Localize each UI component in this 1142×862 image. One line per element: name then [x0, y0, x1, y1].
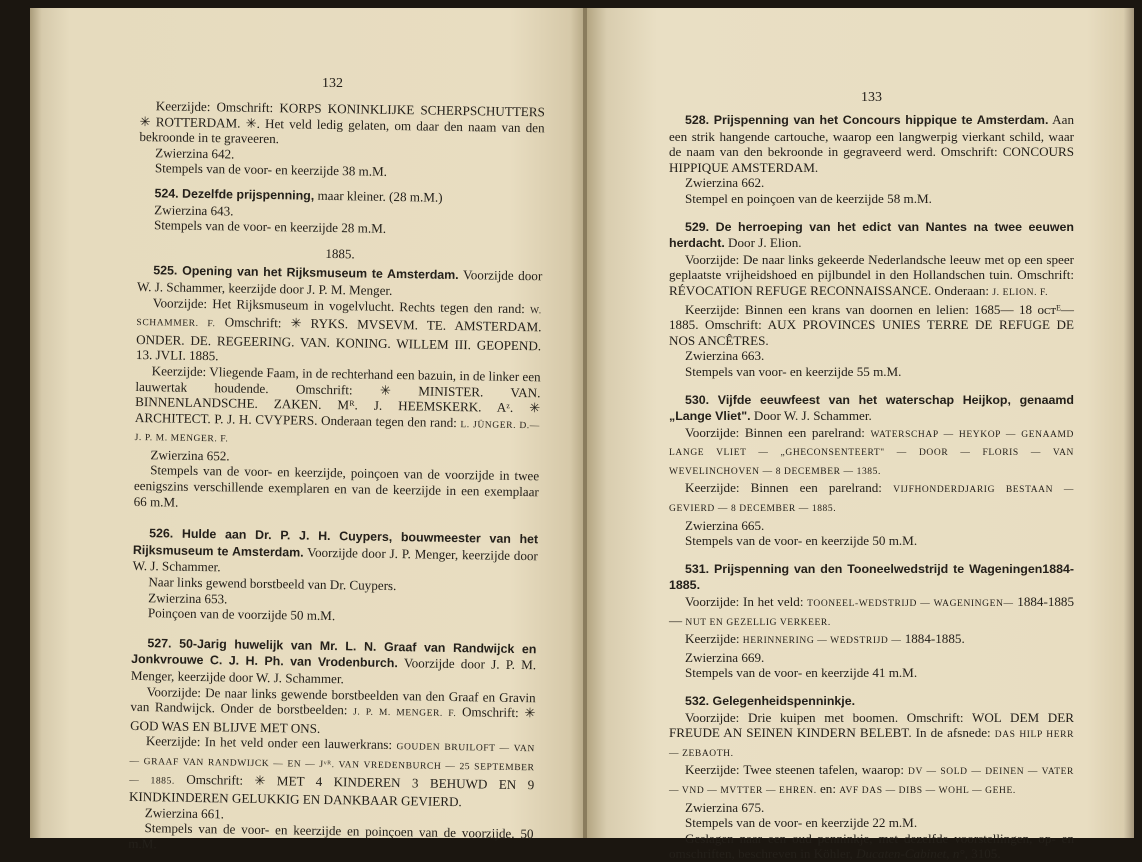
right-page-text: [669, 112, 1074, 862]
entry-intro: Voorzijde door J. P. M. Menger, keerzijde door W. J. Schammer.: [130, 655, 537, 687]
text-line: Stempels van voor- en keerzijde 55 m.M.: [685, 363, 902, 379]
entry-intro: Aan een strik hangende cartouche, waarop een langwerpig vierkant schild, waar de naam van den bekroonde in gegraveerd werd. Omschrift: CONCOURS HIPPIQUE AMSTERDAM.: [669, 112, 1074, 175]
text-line: Zwierzina 669.: [685, 649, 765, 665]
entry-531: [669, 561, 1074, 681]
left-page-edge: [30, 8, 42, 838]
text-run: Voorzijde: Binnen een parelrand:: [685, 424, 871, 440]
right-page: [587, 8, 1134, 862]
entry-intro: Voorzijde door J. P. Menger, keerzijde door W. J. Schammer.: [132, 544, 538, 575]
smallcaps-run: WATERSCHAP — HEYKOP — GENAAMD LANGE VLIET — „GHECONSENTEERT" — DOOR — FLORIS — VAN WEVELINCHOVEN — 8 DECEMBER — 1385.: [669, 429, 1074, 477]
text-line: Zwierzina 652.: [150, 447, 230, 464]
text-line: Stempels van de voor- en keerzijde, poinçoen van de voorzijde in twee eenigszins verschillende exemplaren en van de keerzijde in een exemplaar 66 m.M.: [133, 462, 540, 510]
text-run: Voorzijde: De naar links gekeerde Nederlandsche leeuw met op een speer geplaatste vrijheidshoed en pijlbundel in den Hollandschen tuin. Omschrift: RÉVOCATION REFUGE RECONNAISSANCE. Onderaan:: [669, 251, 1074, 298]
text-run: Omschrift: ✳ RYKS. MVSEVM. TE. AMSTERDAM. ONDER. DE. REGEERING. VAN. KONING. WILLEM III. GEOPEND. 13. JVLI. 1885.: [135, 314, 542, 364]
text-run: 1884-1885 —: [669, 594, 1075, 628]
entry-528: [669, 112, 1074, 207]
text-line: Stempels van de voor- en keerzijde 41 m.M.: [685, 665, 918, 681]
entry-title: 532. Gelegenheidspenninkje.: [685, 694, 856, 708]
text-line: Zwierzina 661.: [144, 804, 225, 822]
entry-524: [138, 185, 544, 239]
entry-529: [669, 219, 1074, 380]
smallcaps-run: NUT EN GEZELLIG VERKEER.: [685, 617, 831, 628]
text-run: Voorzijde: In het veld:: [685, 594, 808, 610]
entry-title: 525. Opening van het Rijksmuseum te Amsterdam.: [153, 263, 459, 283]
text-line: Zwierzina 653.: [148, 589, 228, 607]
text-line: Naar links gewend borstbeeld van Dr. Cuypers.: [148, 574, 397, 594]
entry-intro: Door W. J. Schammer.: [750, 408, 872, 424]
text-line: Zwierzina 642.: [155, 145, 235, 162]
text-line: Keerzijde: Binnen een krans van doornen en lelien: 1685— 18 ᴏᴄᴛᴱ— 1885. Omschrift: AUX PROVINCES UNIES TERRE DE REFUGE DE NOS ANCÊTRES.: [669, 301, 1074, 348]
text-line: Zwierzina 662.: [685, 175, 765, 191]
smallcaps-run: TOONEEL-WEDSTRIJD — WAGENINGEN—: [807, 599, 1014, 610]
entry-intro: maar kleiner. (28 m.M.): [314, 187, 443, 205]
text-run: Voorzijde: Drie kuipen met boomen. Omschrift: WOL DEM DER FREUDE AN SEINEN KINDERN BELEBT. In de afsnede:: [669, 709, 1074, 741]
smallcaps-run: DV — SOLD — DEINEN — VATER — VND — MVTTER — EHREN.: [669, 767, 1074, 796]
entry-530: [669, 392, 1074, 549]
text-run: 3105.: [967, 846, 1001, 862]
text-line: Zwierzina 665.: [685, 517, 765, 533]
year-heading: 1885.: [325, 245, 355, 262]
entry-532: [669, 693, 1074, 862]
left-page-text: [128, 98, 545, 858]
smallcaps-run: GOUDEN BRUILOFT — VAN — GRAAF VAN RANDWIJCK — EN — Jᵛᴿ. VAN VREDENBURCH — 25 SEPTEMBER — 1885.: [129, 742, 535, 787]
text-line: Zwierzina 643.: [154, 201, 234, 219]
smallcaps-run: J. P. M. MENGER. F.: [353, 707, 457, 720]
text-run: Voorzijde: Het Rijksmuseum in vogelvlucht. Rechts tegen den rand:: [152, 294, 531, 316]
text-run: Keerzijde: Binnen een parelrand:: [685, 480, 894, 496]
entry-526: [132, 525, 538, 627]
smallcaps-run: HERINNERING — WEDSTRIJD —: [742, 636, 902, 647]
entry-title: 526. Hulde aan Dr. P. J. H. Cuypers, bouwmeester van het Rijksmuseum te Amsterdam.: [132, 526, 539, 560]
right-page-edge: [1124, 8, 1134, 838]
page-number-left: 132: [322, 76, 343, 91]
text-line: Stempels van de voor- en keerzijde 50 m.M.: [685, 533, 918, 549]
entry-title: 529. De herroeping van het edict van Nantes na twee eeuwen herdacht.: [669, 219, 1074, 251]
page-number-right: 133: [861, 90, 882, 105]
entry-title: 528. Prijspenning van het Concours hippique te Amsterdam.: [685, 113, 1049, 127]
entry-title: 527. 50-Jarig huwelijk van Mr. L. N. Graaf van Randwijck en Jonkvrouwe C. J. H. Ph. van Vrodenburch.: [131, 635, 537, 671]
text-run: en:: [816, 780, 840, 796]
text-line: Stempels van de voor- en keerzijde 38 m.M.: [154, 160, 388, 180]
entry-title: 531. Prijspenning van den Tooneelwedstrijd te Wageningen1884-1885.: [669, 561, 1074, 593]
entry-intro: Door J. Elion.: [724, 235, 802, 251]
text-line: Keerzijde: Omschrift: KORPS KONINKLIJKE SCHERPSCHUTTERS ✳ ROTTERDAM. ✳. Het veld ledig gelaten, om daar den naam van den bekroonde in te graveeren.: [139, 98, 545, 147]
text-line: Stempel en poinçoen van de keerzijde 58 m.M.: [685, 190, 932, 206]
left-page: [30, 8, 585, 852]
entry-intro: Voorzijde door W. J. Schammer, keerzijde door J. P. M. Menger.: [136, 267, 543, 298]
smallcaps-run: DAS HILP HERR — ZEBAOTH.: [669, 730, 1074, 759]
smallcaps-run: AVF DAS — DIBS — WOHL — GEHE.: [839, 785, 1016, 796]
smallcaps-run: W. SCHAMMER. F.: [136, 305, 542, 330]
text-line: Zwierzina 663.: [685, 348, 765, 364]
smallcaps-run: J. ELION. F.: [992, 287, 1049, 298]
entry-525: [134, 262, 543, 515]
text-run: Keerzijde: Twee steenen tafelen, waarop:: [685, 762, 909, 778]
smallcaps-run: L. JÜNGER. D.—J. P. M. MENGER. F.: [134, 419, 540, 445]
text-line: Stempels van de voor- en keerzijde en poinçoen van de voorzijde. 50 m.M.: [128, 820, 534, 852]
text-line: Poinçoen van de voorzijde 50 m.M.: [147, 605, 336, 624]
entry-title: 530. Vijfde eeuwfeest van het waterschap Heijkop, genaamd „Lange Vliet".: [669, 392, 1074, 424]
entry-527: [128, 635, 536, 858]
text-run: Keerzijde:: [685, 631, 743, 647]
text-line: Stempels van de voor- en keerzijde 22 m.M.: [685, 815, 918, 831]
text-run: 1884-1885.: [901, 631, 965, 647]
text-line: Zwierzina 675.: [685, 799, 765, 815]
entry-title: 524. Dezelfde prijspenning,: [154, 186, 315, 203]
text-run: Keerzijde: Vliegende Faam, in de rechterhand een bazuin, in de linker een lauwertak houdende. Omschrift: ✳ MINISTER. VAN. BINNENLANDSCHE. ZAKEN. Mᴿ. J. HEEMSKERK. Aᶻ. ✳ ARCHITECT. P. J. H. CVYPERS. Onderaan tegen den rand:: [134, 363, 541, 430]
text-run: Omschrift: ✳ GOD WAS EN BLIJVE MET ONS.: [130, 704, 536, 736]
text-run: Voorzijde: De naar links gewende borstbeelden van den Graaf en Gravin van Randwijck. Onder de borstbeelden:: [130, 683, 536, 718]
text-line: Stempels van de voor- en keerzijde 28 m.M.: [153, 217, 387, 237]
text-run: Geslagen naar een oud penninkje, met dezelfde voorstellingen, op- en omschriften, beschreven in Köhler,: [669, 830, 1074, 862]
open-book: [30, 8, 1134, 862]
smallcaps-run: VIJFHONDERDJARIG BESTAAN — GEVIERD — 8 DECEMBER — 1885.: [669, 485, 1075, 515]
text-run: Omschrift: ✳ MET 4 KINDEREN 3 BEHUWD EN 9 KINDKINDEREN GELUKKIG EN DANKBAAR GEVIERD.: [128, 771, 535, 810]
text-run: Keerzijde: In het veld onder een lauwerkrans:: [145, 733, 397, 753]
italic-run: Ducaten-Cabinet, n°,: [856, 846, 968, 862]
